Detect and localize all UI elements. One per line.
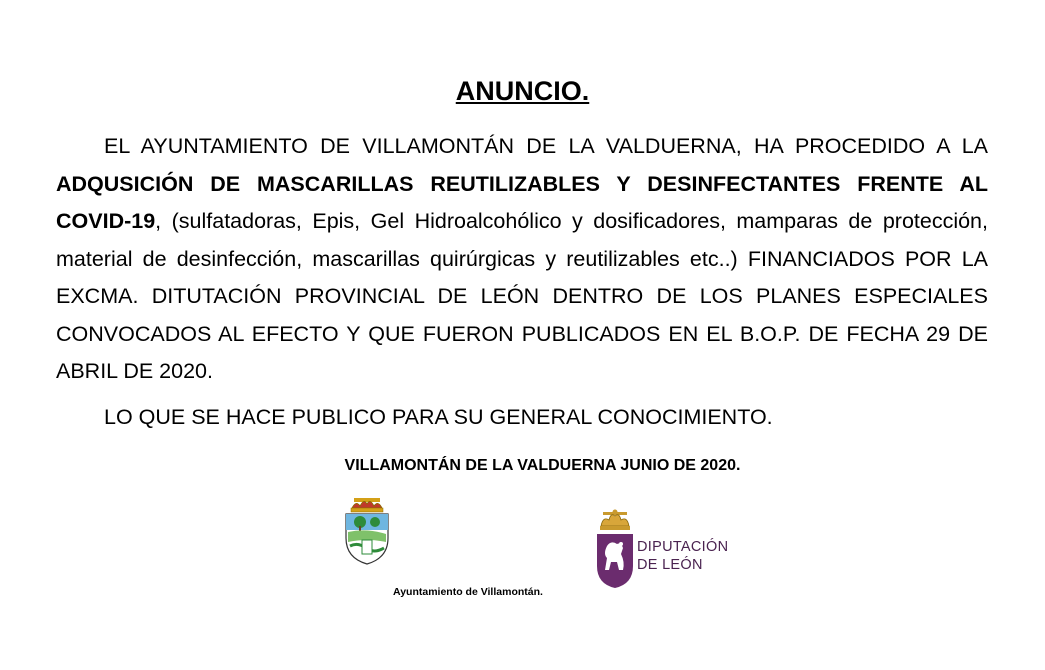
ayuntamiento-caption: Ayuntamiento de Villamontán. xyxy=(393,586,543,598)
diputacion-line2: DE LEÓN xyxy=(637,557,703,573)
closing-statement: LO QUE SE HACE PUBLICO PARA SU GENERAL CONOCIMIENTO. xyxy=(104,405,773,429)
paragraph-details: , (sulfatadoras, Epis, Gel Hidroalcohólico y dosificadores, mamparas de protección, material de desinfección, mascarillas quirúrgicas y reutilizables etc..) FINANCIADOS POR LA EXCMA. DITUTACIÓN PROVINCIAL DE LEÓN DENTRO DE LOS PLANES ESPECIALES CONVOCADOS AL EFECTO Y QUE FUERON PUBLICADOS EN EL B.O.P. DE FECHA 29 DE ABRIL DE 2020. xyxy=(56,209,988,383)
villamontan-crest-icon xyxy=(340,496,394,566)
announcement-title: ANUNCIO. xyxy=(455,76,590,106)
diputacion-wordmark xyxy=(637,538,728,574)
announcement-body xyxy=(56,128,988,391)
paragraph-intro: EL AYUNTAMIENTO DE VILLAMONTÁN DE LA VALDUERNA, HA PROCEDIDO A LA xyxy=(104,134,988,158)
main-paragraph xyxy=(56,128,988,391)
signoff-place-date: VILLAMONTÁN DE LA VALDUERNA JUNIO DE 2020. xyxy=(344,457,741,474)
diputacion-line1: DIPUTACIÓN xyxy=(637,539,729,555)
diputacion-leon-crest-icon xyxy=(593,508,637,590)
paragraph-bold-subject: ADQUSICIÓN DE MASCARILLAS REUTILIZABLES Y DESINFECTANTES FRENTE AL COVID-19 xyxy=(56,171,988,233)
